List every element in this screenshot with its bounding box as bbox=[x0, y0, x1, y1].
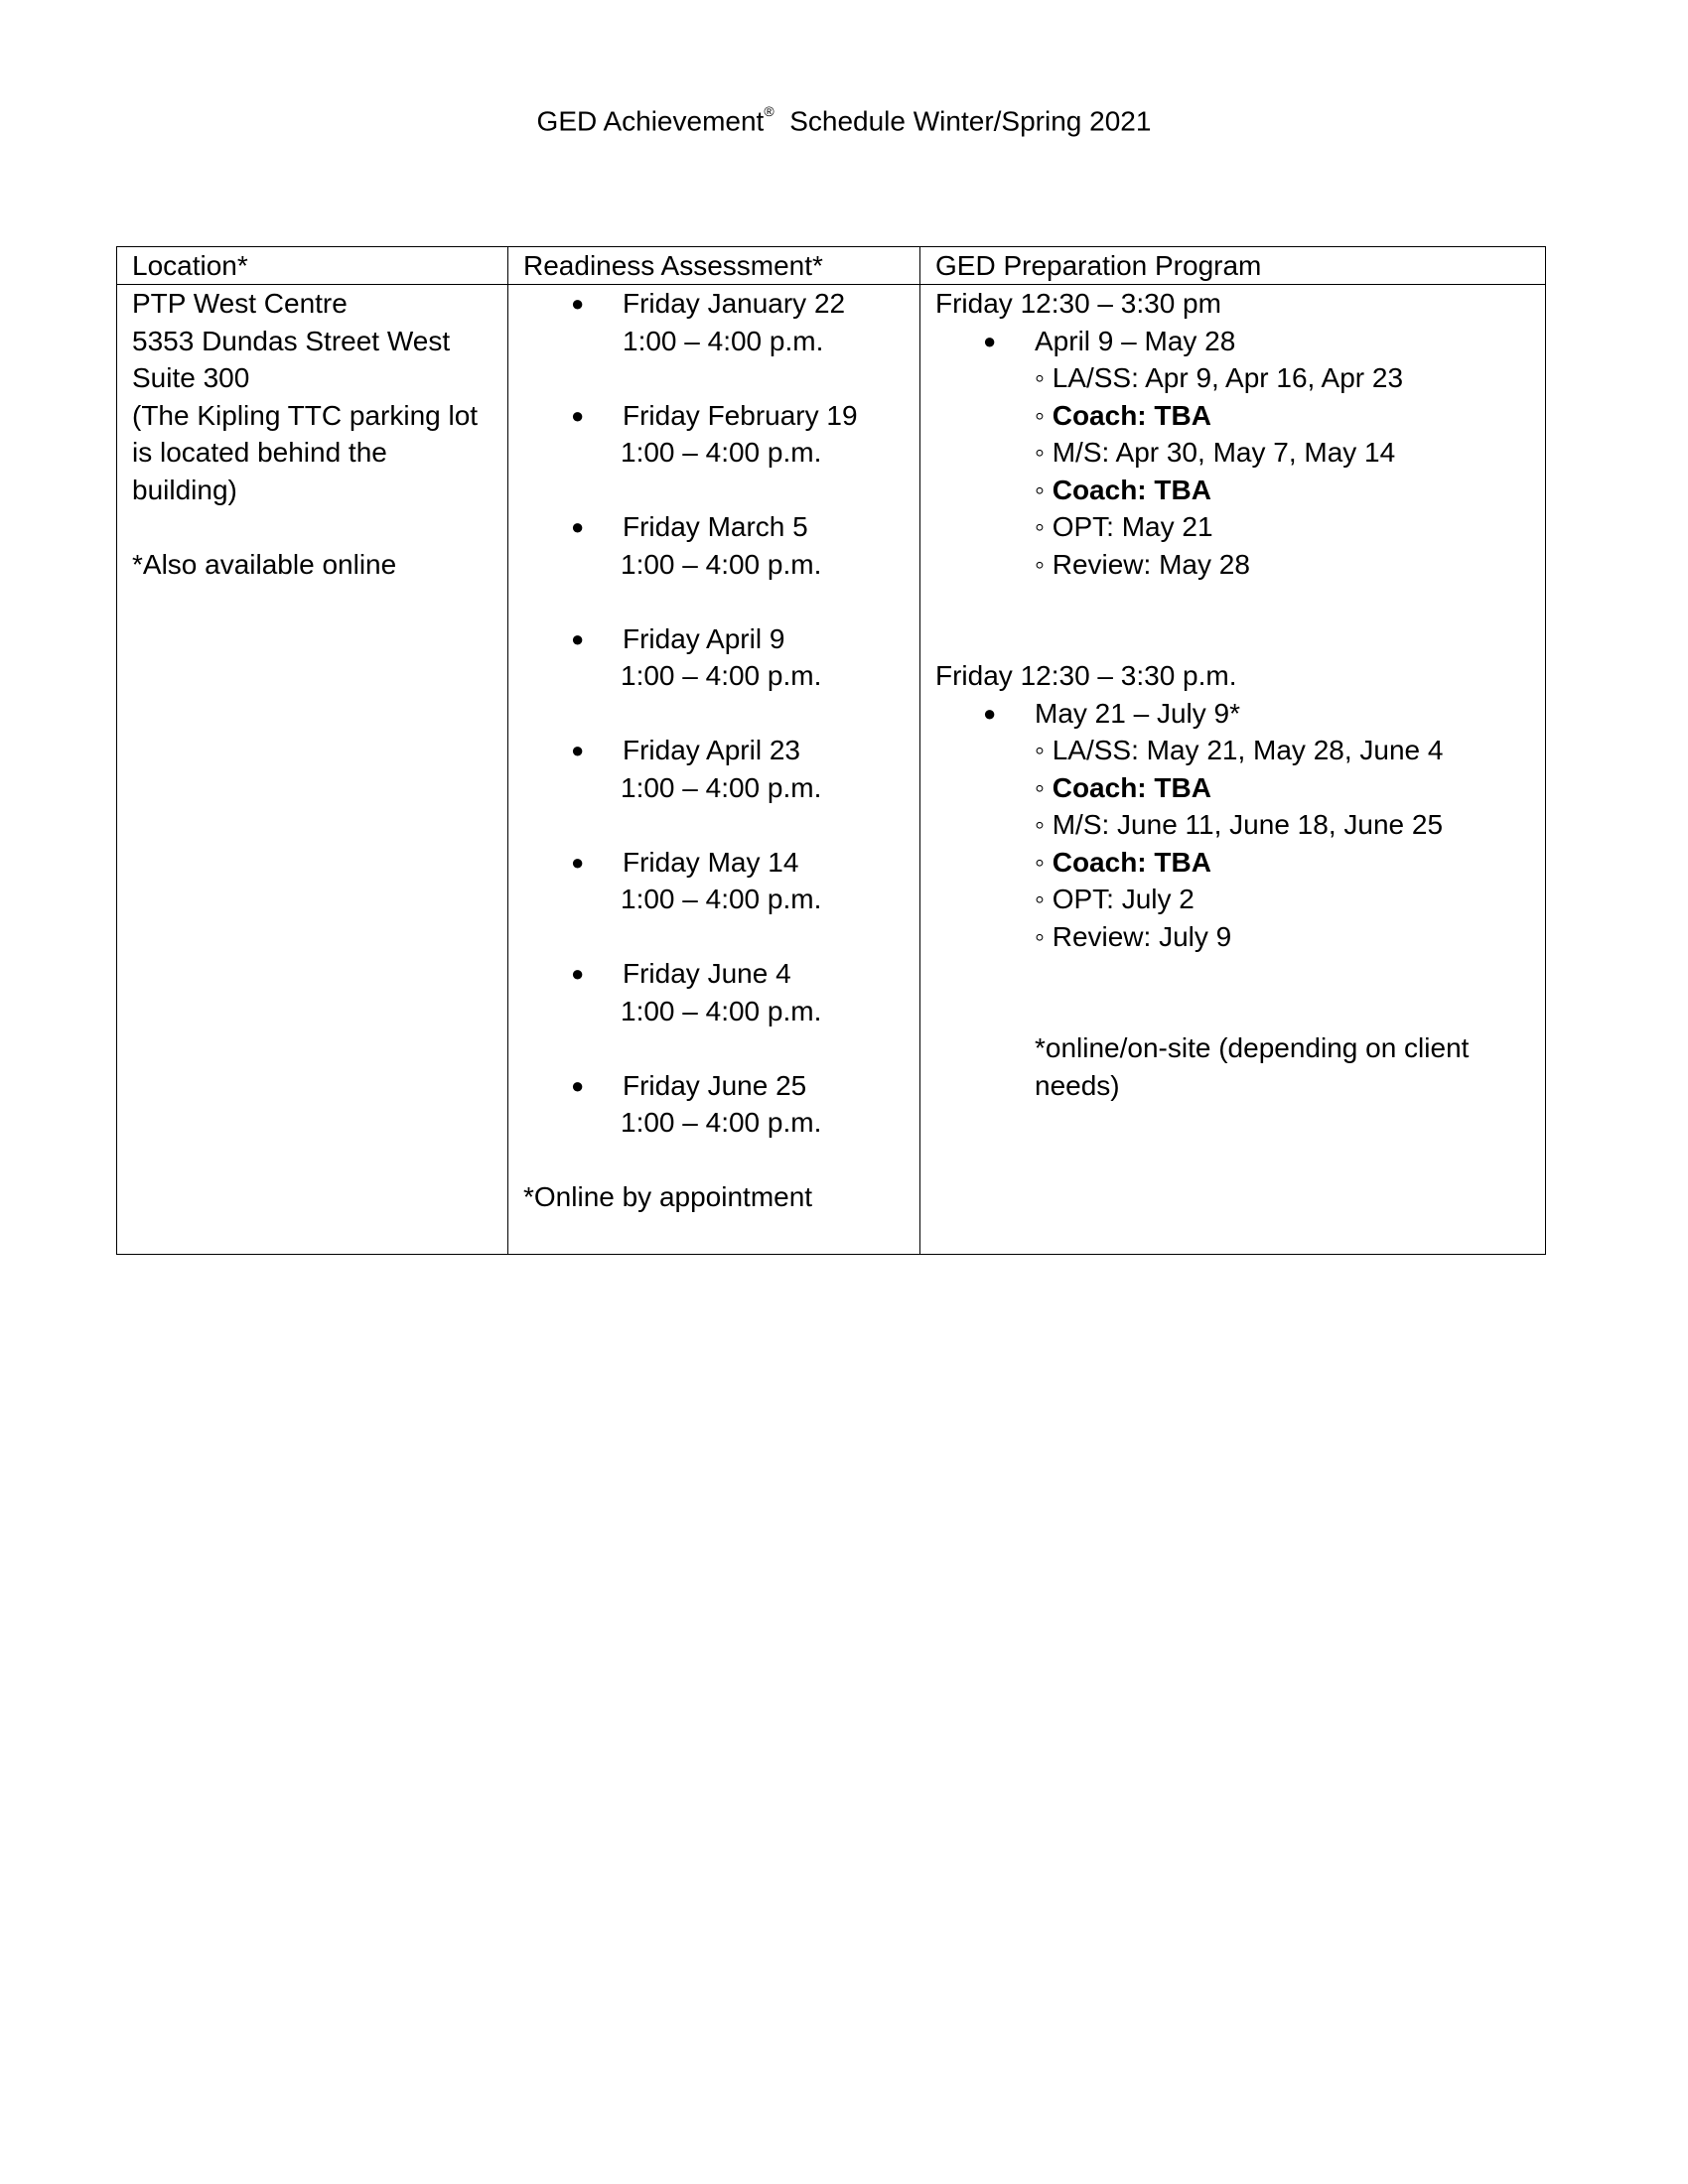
session-time: 1:00 – 4:00 p.m. bbox=[621, 884, 822, 914]
location-line: building) bbox=[132, 474, 237, 505]
session-date: Friday January 22 bbox=[623, 288, 846, 319]
circle-bullet-icon: ◦ bbox=[1035, 362, 1053, 393]
session-time: 1:00 – 4:00 p.m. bbox=[621, 1107, 822, 1138]
readiness-session bbox=[523, 508, 911, 583]
bullet-icon: ● bbox=[983, 700, 997, 726]
ged-block bbox=[935, 285, 1531, 583]
title-suffix: Schedule Winter/Spring 2021 bbox=[789, 105, 1152, 137]
location-cell bbox=[132, 285, 499, 583]
subitem: ◦ LA/SS: Apr 9, Apr 16, Apr 23 bbox=[1035, 362, 1404, 393]
readiness-session bbox=[523, 620, 911, 695]
circle-bullet-icon: ◦ bbox=[1035, 846, 1053, 878]
readiness-session bbox=[523, 285, 911, 359]
subitem: ◦ OPT: July 2 bbox=[1035, 884, 1195, 914]
location-line: Suite 300 bbox=[132, 362, 250, 393]
readiness-session bbox=[523, 397, 911, 472]
bullet-icon: ● bbox=[571, 291, 585, 316]
bullet-icon: ● bbox=[571, 849, 585, 875]
subitem: ◦ Review: July 9 bbox=[1035, 920, 1232, 952]
session-date: Friday May 14 bbox=[623, 846, 799, 878]
circle-bullet-icon: ◦ bbox=[1035, 511, 1053, 542]
readiness-session bbox=[523, 955, 911, 1029]
session-time: 1:00 – 4:00 p.m. bbox=[621, 995, 822, 1026]
subitem: ◦ M/S: June 11, June 18, June 25 bbox=[1035, 809, 1444, 840]
session-time: 1:00 – 4:00 p.m. bbox=[623, 325, 824, 356]
column-divider bbox=[919, 247, 920, 1254]
bullet-icon: ● bbox=[571, 738, 585, 762]
bullet-icon: ● bbox=[983, 328, 997, 353]
header-location: Location* bbox=[132, 250, 248, 281]
ged-program-cell bbox=[935, 285, 1531, 1104]
location-line: is located behind the bbox=[132, 437, 387, 468]
location-note: *Also available online bbox=[132, 548, 397, 580]
session-date: Friday March 5 bbox=[623, 511, 808, 542]
subitem: ◦ LA/SS: May 21, May 28, June 4 bbox=[1035, 735, 1444, 765]
subitem: ◦ Review: May 28 bbox=[1035, 548, 1250, 580]
session-time: 1:00 – 4:00 p.m. bbox=[621, 548, 822, 580]
registered-mark: ® bbox=[764, 103, 774, 119]
title-prefix: GED Achievement bbox=[536, 105, 765, 137]
block-range: April 9 – May 28 bbox=[1035, 325, 1236, 356]
bullet-icon: ● bbox=[571, 514, 585, 539]
session-time: 1:00 – 4:00 p.m. bbox=[621, 437, 822, 468]
session-time: 1:00 – 4:00 p.m. bbox=[621, 660, 822, 691]
subitem: ◦ OPT: May 21 bbox=[1035, 511, 1213, 542]
circle-bullet-icon: ◦ bbox=[1035, 474, 1053, 505]
block-time: Friday 12:30 – 3:30 p.m. bbox=[935, 660, 1237, 691]
location-line: PTP West Centre bbox=[132, 288, 348, 319]
session-date: Friday June 25 bbox=[623, 1069, 807, 1101]
session-time: 1:00 – 4:00 p.m. bbox=[621, 771, 822, 803]
readiness-session bbox=[523, 732, 911, 806]
subitem: ◦ Coach: TBA bbox=[1035, 474, 1211, 505]
subitem: ◦ Coach: TBA bbox=[1035, 399, 1211, 431]
circle-bullet-icon: ◦ bbox=[1035, 437, 1053, 468]
circle-bullet-icon: ◦ bbox=[1035, 399, 1053, 431]
bullet-icon: ● bbox=[571, 625, 585, 651]
subitem: ◦ Coach: TBA bbox=[1035, 846, 1211, 878]
block-time: Friday 12:30 – 3:30 pm bbox=[935, 288, 1221, 319]
block-range: May 21 – July 9* bbox=[1035, 697, 1240, 729]
session-date: Friday April 23 bbox=[623, 735, 800, 765]
ged-block bbox=[935, 657, 1531, 955]
header-ged-program: GED Preparation Program bbox=[935, 250, 1262, 281]
column-divider bbox=[507, 247, 508, 1254]
circle-bullet-icon: ◦ bbox=[1035, 920, 1053, 952]
session-date: Friday June 4 bbox=[623, 958, 791, 989]
readiness-cell bbox=[523, 285, 911, 1216]
session-date: Friday February 19 bbox=[623, 399, 858, 431]
subitem: ◦ M/S: Apr 30, May 7, May 14 bbox=[1035, 437, 1396, 468]
circle-bullet-icon: ◦ bbox=[1035, 884, 1053, 914]
circle-bullet-icon: ◦ bbox=[1035, 548, 1053, 580]
location-line: 5353 Dundas Street West bbox=[132, 325, 451, 356]
subitem: ◦ Coach: TBA bbox=[1035, 771, 1211, 803]
readiness-session bbox=[523, 1067, 911, 1142]
session-date: Friday April 9 bbox=[623, 622, 785, 654]
circle-bullet-icon: ◦ bbox=[1035, 809, 1053, 840]
readiness-session bbox=[523, 844, 911, 918]
document-title bbox=[0, 97, 1688, 139]
bullet-icon: ● bbox=[571, 961, 585, 986]
circle-bullet-icon: ◦ bbox=[1035, 735, 1053, 765]
circle-bullet-icon: ◦ bbox=[1035, 771, 1053, 803]
bullet-icon: ● bbox=[571, 1072, 585, 1098]
readiness-note: *Online by appointment bbox=[523, 1181, 813, 1212]
schedule-table bbox=[116, 246, 1546, 1255]
ged-note: *online/on-site (depending on client needs) bbox=[1035, 1032, 1470, 1101]
bullet-icon: ● bbox=[571, 402, 585, 428]
header-readiness: Readiness Assessment* bbox=[523, 250, 823, 281]
location-line: (The Kipling TTC parking lot bbox=[132, 399, 479, 431]
